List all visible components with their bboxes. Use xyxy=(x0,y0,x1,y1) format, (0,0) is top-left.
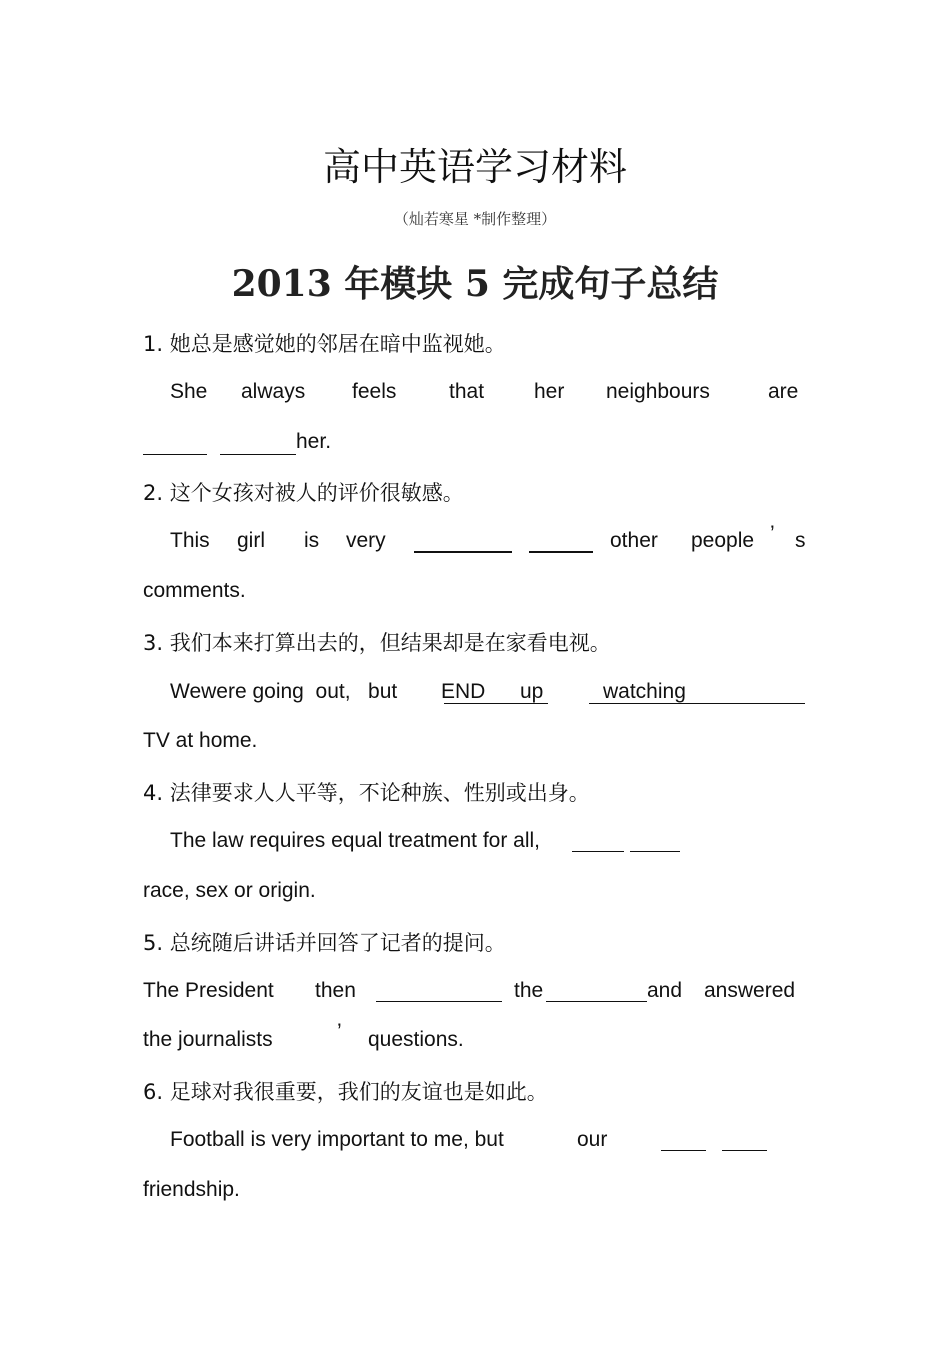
item-4-blank xyxy=(630,834,680,852)
item-5-line2: the journalists xyxy=(143,1028,273,1051)
item-6-blank xyxy=(722,1133,767,1151)
item-5-word: the xyxy=(514,979,544,1002)
item-3-line2: TV at home. xyxy=(143,729,258,752)
item-5-blank xyxy=(546,984,647,1002)
item-1-blank xyxy=(220,436,296,455)
page-subtitle: （灿若寒星 *制作整理） xyxy=(393,210,557,228)
item-3-answer-watching: watching xyxy=(603,680,686,703)
item-4-chinese: 4. 法律要求人人平等，不论种族、性别或出身。 xyxy=(143,781,590,805)
item-2-word: girl xyxy=(237,529,266,552)
item-6-blank xyxy=(661,1133,706,1151)
item-1-word: her xyxy=(534,380,565,403)
page-title: 高中英语学习材料 xyxy=(322,145,627,189)
item-2-line2: comments. xyxy=(143,579,246,602)
item-2-blank xyxy=(414,534,512,553)
item-2-word: This xyxy=(170,529,210,552)
item-5-chinese: 5. 总统随后讲话并回答了记者的提问。 xyxy=(143,931,506,955)
item-3-sentence-start: Wewere going out, but xyxy=(170,680,398,703)
item-2-word: people xyxy=(691,529,755,552)
item-1-word: neighbours xyxy=(606,380,710,403)
item-5-word: answered xyxy=(704,979,796,1002)
item-2-word: is xyxy=(304,529,320,552)
item-1-word: that xyxy=(449,380,485,403)
item-5-word: and xyxy=(647,979,683,1002)
item-2-chinese: 2. 这个女孩对被人的评价很敏感。 xyxy=(143,481,464,505)
item-3-answer-end: END xyxy=(441,680,486,703)
item-1-word: She xyxy=(170,380,208,403)
item-4-blank xyxy=(572,834,624,852)
item-6-line2: friendship. xyxy=(143,1178,240,1201)
section-heading: 2013 年模块 5 完成句子总结 xyxy=(231,263,719,305)
item-2-blank xyxy=(529,534,593,553)
item-2-word: other xyxy=(610,529,658,552)
item-1-word: are xyxy=(768,380,799,403)
item-6-chinese: 6. 足球对我很重要，我们的友谊也是如此。 xyxy=(143,1080,548,1104)
item-5-apostrophe: ’ xyxy=(337,1020,342,1043)
item-5-word: then xyxy=(315,979,356,1002)
item-3-chinese: 3. 我们本来打算出去的，但结果却是在家看电视。 xyxy=(143,631,611,655)
item-6-word: our xyxy=(577,1128,608,1151)
item-6-sentence-start: Football is very important to me, but xyxy=(170,1128,504,1151)
item-1-word: feels xyxy=(352,380,397,403)
item-4-line2: race, sex or origin. xyxy=(143,879,316,902)
item-5-line2-end: questions. xyxy=(368,1028,464,1051)
item-2-word: very xyxy=(346,529,386,552)
item-1-chinese: 1. 她总是感觉她的邻居在暗中监视她。 xyxy=(143,332,506,356)
item-1-word: always xyxy=(241,380,306,403)
item-3-answer-up: up xyxy=(520,680,544,703)
item-5-word: The President xyxy=(143,979,274,1002)
item-1-blank xyxy=(143,436,207,455)
item-2-word: s xyxy=(795,529,806,552)
item-4-sentence-start: The law requires equal treatment for all, xyxy=(170,829,541,852)
item-2-apostrophe: ’ xyxy=(770,522,775,545)
item-5-blank xyxy=(376,984,502,1002)
item-1-line2-end: her. xyxy=(296,430,332,453)
